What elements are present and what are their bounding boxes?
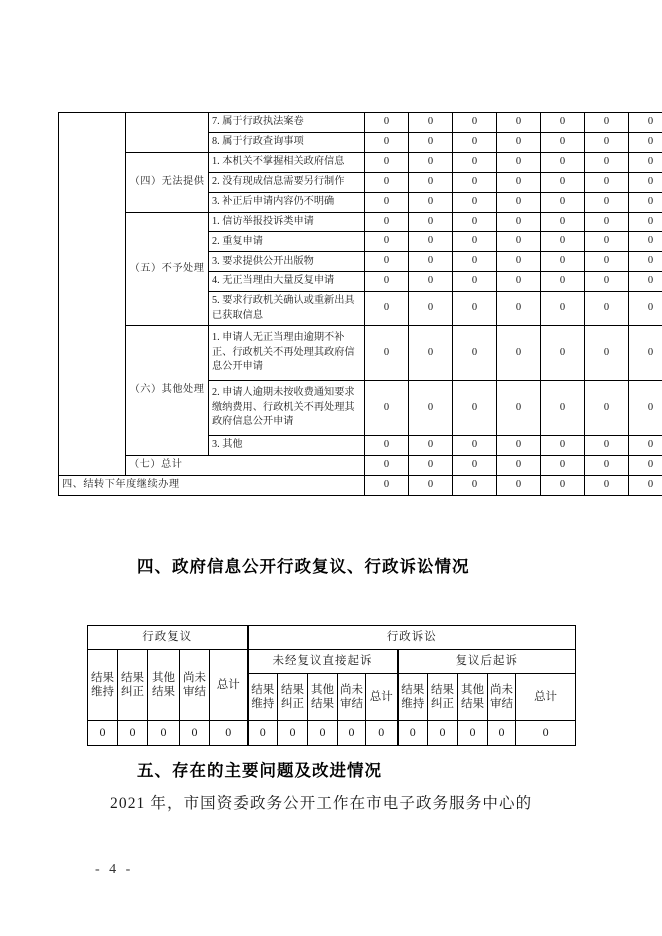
value-cell: 0 bbox=[453, 436, 497, 456]
col-header-line1: 尚未 bbox=[490, 683, 514, 696]
value-cell: 0 bbox=[409, 113, 453, 133]
col-header-line1: 尚未 bbox=[183, 671, 206, 684]
subtotal-value: 0 bbox=[585, 456, 629, 476]
col-header-line1: 尚未 bbox=[340, 683, 364, 696]
value-cell-after-review-suit: 0 bbox=[428, 721, 458, 746]
col-header-line2: 结果 bbox=[461, 698, 485, 710]
value-cell-review: 0 bbox=[118, 721, 148, 746]
value-cell: 0 bbox=[629, 292, 662, 326]
value-cell: 0 bbox=[541, 381, 585, 436]
value-cell: 0 bbox=[365, 436, 409, 456]
value-cell: 0 bbox=[629, 436, 662, 456]
value-cell: 0 bbox=[365, 252, 409, 272]
value-cell: 0 bbox=[541, 172, 585, 192]
value-cell: 0 bbox=[585, 132, 629, 152]
value-cell: 0 bbox=[365, 292, 409, 326]
subtotal-value: 0 bbox=[541, 456, 585, 476]
section-heading-four: 四、政府信息公开行政复议、行政诉讼情况 bbox=[137, 558, 470, 576]
value-cell: 0 bbox=[365, 272, 409, 292]
table-value-row bbox=[88, 721, 576, 746]
value-cell: 0 bbox=[453, 152, 497, 172]
statistics-table bbox=[58, 112, 662, 496]
value-cell-after-review-suit-total: 0 bbox=[516, 721, 576, 746]
value-cell: 0 bbox=[365, 152, 409, 172]
value-cell: 0 bbox=[453, 326, 497, 381]
value-cell-after-review-suit: 0 bbox=[488, 721, 516, 746]
value-cell: 0 bbox=[453, 272, 497, 292]
value-cell: 0 bbox=[497, 172, 541, 192]
item-label: 1. 信访举报投诉类申请 bbox=[209, 212, 365, 232]
value-cell: 0 bbox=[585, 152, 629, 172]
value-cell: 0 bbox=[541, 132, 585, 152]
item-label: 2. 没有现成信息需要另行制作 bbox=[209, 172, 365, 192]
table-row bbox=[59, 113, 662, 133]
value-cell: 0 bbox=[497, 232, 541, 252]
item-label: 4. 无正当理由大量反复申请 bbox=[209, 272, 365, 292]
item-label: 2. 重复申请 bbox=[209, 232, 365, 252]
value-cell: 0 bbox=[365, 326, 409, 381]
value-cell-direct-suit: 0 bbox=[308, 721, 338, 746]
col-header-after-total: 总计 bbox=[516, 674, 576, 721]
col-header-line2: 结果 bbox=[152, 686, 175, 698]
value-cell: 0 bbox=[497, 436, 541, 456]
value-cell: 0 bbox=[365, 212, 409, 232]
value-cell: 0 bbox=[541, 272, 585, 292]
value-cell-review-total: 0 bbox=[210, 721, 248, 746]
carryover-value: 0 bbox=[497, 475, 541, 495]
item-label: 2. 申请人逾期未按收费通知要求缴纳费用、行政机关不再处理其政府信息公开申请 bbox=[209, 381, 365, 436]
subtotal-value: 0 bbox=[365, 456, 409, 476]
col-header-after-result-upheld bbox=[398, 674, 428, 721]
col-header-line2: 维持 bbox=[251, 698, 275, 710]
value-cell: 0 bbox=[541, 326, 585, 381]
item-label: 1. 申请人无正当理由逾期不补正、行政机关不再处理其政府信息公开申请 bbox=[209, 326, 365, 381]
value-cell: 0 bbox=[409, 212, 453, 232]
col-header-line1: 其他 bbox=[311, 683, 335, 696]
value-cell: 0 bbox=[585, 326, 629, 381]
col-header-line2: 审结 bbox=[183, 686, 206, 698]
subcategory-cell-no-processing: （五）不予处理 bbox=[126, 212, 209, 326]
group-header-administrative-litigation: 行政诉讼 bbox=[248, 626, 576, 650]
value-cell: 0 bbox=[629, 381, 662, 436]
value-cell: 0 bbox=[409, 272, 453, 292]
value-cell: 0 bbox=[453, 292, 497, 326]
col-header-direct-other-result bbox=[308, 674, 338, 721]
value-cell: 0 bbox=[365, 113, 409, 133]
category-cell-blank bbox=[59, 113, 126, 476]
value-cell: 0 bbox=[629, 132, 662, 152]
value-cell: 0 bbox=[541, 252, 585, 272]
value-cell: 0 bbox=[497, 272, 541, 292]
col-header-line1: 结果 bbox=[401, 683, 425, 696]
col-header-review-other-result bbox=[148, 650, 180, 721]
col-header-line2: 审结 bbox=[340, 698, 364, 710]
value-cell: 0 bbox=[629, 272, 662, 292]
carryover-value: 0 bbox=[629, 475, 662, 495]
value-cell: 0 bbox=[497, 381, 541, 436]
value-cell: 0 bbox=[585, 212, 629, 232]
col-header-line1: 结果 bbox=[251, 683, 275, 696]
col-header-direct-result-corrected bbox=[278, 674, 308, 721]
value-cell-direct-suit: 0 bbox=[248, 721, 278, 746]
value-cell: 0 bbox=[497, 192, 541, 212]
value-cell: 0 bbox=[541, 232, 585, 252]
value-cell: 0 bbox=[453, 381, 497, 436]
value-cell: 0 bbox=[497, 326, 541, 381]
col-header-review-result-upheld bbox=[88, 650, 118, 721]
col-header-line2: 纠正 bbox=[281, 698, 305, 710]
review-litigation-table-body bbox=[88, 626, 576, 746]
value-cell: 0 bbox=[453, 252, 497, 272]
col-header-review-pending bbox=[180, 650, 210, 721]
item-label: 1. 本机关不掌握相关政府信息 bbox=[209, 152, 365, 172]
value-cell-direct-suit: 0 bbox=[338, 721, 366, 746]
item-label: 3. 要求提供公开出版物 bbox=[209, 252, 365, 272]
subgroup-header-after-review-suit: 复议后起诉 bbox=[398, 650, 576, 674]
value-cell: 0 bbox=[629, 232, 662, 252]
col-header-review-total: 总计 bbox=[210, 650, 248, 721]
carryover-value: 0 bbox=[409, 475, 453, 495]
value-cell: 0 bbox=[453, 113, 497, 133]
table-row bbox=[59, 152, 662, 172]
value-cell-after-review-suit: 0 bbox=[458, 721, 488, 746]
table-row-subtotal bbox=[59, 456, 662, 476]
value-cell: 0 bbox=[497, 152, 541, 172]
table-group-header-row bbox=[88, 626, 576, 650]
value-cell: 0 bbox=[629, 192, 662, 212]
col-header-line2: 纠正 bbox=[431, 698, 455, 710]
value-cell: 0 bbox=[409, 232, 453, 252]
value-cell: 0 bbox=[409, 326, 453, 381]
col-header-line1: 其他 bbox=[461, 683, 485, 696]
value-cell: 0 bbox=[585, 252, 629, 272]
subtotal-value: 0 bbox=[453, 456, 497, 476]
col-header-review-result-corrected bbox=[118, 650, 148, 721]
value-cell: 0 bbox=[365, 132, 409, 152]
col-header-line2: 维持 bbox=[91, 686, 114, 698]
carryover-label: 四、结转下年度继续办理 bbox=[59, 475, 365, 495]
value-cell: 0 bbox=[497, 132, 541, 152]
value-cell: 0 bbox=[409, 252, 453, 272]
value-cell: 0 bbox=[629, 172, 662, 192]
table-row bbox=[59, 326, 662, 381]
value-cell-direct-suit-total: 0 bbox=[366, 721, 398, 746]
col-header-after-pending bbox=[488, 674, 516, 721]
col-header-direct-result-upheld bbox=[248, 674, 278, 721]
value-cell: 0 bbox=[365, 232, 409, 252]
value-cell: 0 bbox=[453, 232, 497, 252]
value-cell: 0 bbox=[585, 192, 629, 212]
subtotal-value: 0 bbox=[409, 456, 453, 476]
statistics-table-body bbox=[59, 113, 662, 496]
value-cell: 0 bbox=[409, 381, 453, 436]
group-header-administrative-review: 行政复议 bbox=[88, 626, 248, 650]
col-header-line2: 维持 bbox=[401, 698, 425, 710]
carryover-value: 0 bbox=[365, 475, 409, 495]
subcategory-cell-other-processing: （六）其他处理 bbox=[126, 326, 209, 456]
value-cell: 0 bbox=[585, 272, 629, 292]
statistics-table-container bbox=[58, 112, 654, 496]
value-cell: 0 bbox=[497, 113, 541, 133]
item-label: 3. 其他 bbox=[209, 436, 365, 456]
body-paragraph: 2021 年，市国资委政务公开工作在市电子政务服务中心的 bbox=[110, 795, 533, 812]
value-cell: 0 bbox=[541, 292, 585, 326]
value-cell: 0 bbox=[585, 113, 629, 133]
value-cell: 0 bbox=[497, 292, 541, 326]
value-cell: 0 bbox=[541, 212, 585, 232]
subtotal-label: （七）总计 bbox=[126, 456, 365, 476]
value-cell: 0 bbox=[409, 436, 453, 456]
value-cell: 0 bbox=[497, 212, 541, 232]
review-litigation-table bbox=[87, 625, 576, 746]
col-header-direct-total: 总计 bbox=[366, 674, 398, 721]
col-header-line1: 结果 bbox=[281, 683, 305, 696]
value-cell-review: 0 bbox=[88, 721, 118, 746]
value-cell: 0 bbox=[365, 381, 409, 436]
col-header-after-other-result bbox=[458, 674, 488, 721]
value-cell: 0 bbox=[629, 152, 662, 172]
value-cell: 0 bbox=[453, 132, 497, 152]
item-label: 3. 补正后申请内容仍不明确 bbox=[209, 192, 365, 212]
value-cell-review: 0 bbox=[148, 721, 180, 746]
carryover-value: 0 bbox=[541, 475, 585, 495]
table-subgroup-header-row bbox=[88, 650, 576, 674]
subcategory-cell-unable-to-provide: （四）无法提供 bbox=[126, 152, 209, 212]
col-header-line1: 结果 bbox=[121, 671, 144, 684]
value-cell: 0 bbox=[409, 172, 453, 192]
table-row bbox=[59, 212, 662, 232]
value-cell-after-review-suit: 0 bbox=[398, 721, 428, 746]
item-label: 7. 属于行政执法案卷 bbox=[209, 113, 365, 133]
value-cell: 0 bbox=[541, 113, 585, 133]
value-cell: 0 bbox=[453, 192, 497, 212]
review-litigation-table-container bbox=[87, 625, 575, 746]
subcategory-cell-blank bbox=[126, 113, 209, 153]
value-cell: 0 bbox=[629, 212, 662, 232]
col-header-line1: 结果 bbox=[91, 671, 114, 684]
value-cell: 0 bbox=[629, 326, 662, 381]
value-cell: 0 bbox=[409, 132, 453, 152]
value-cell: 0 bbox=[585, 172, 629, 192]
subtotal-value: 0 bbox=[497, 456, 541, 476]
value-cell: 0 bbox=[409, 292, 453, 326]
carryover-value: 0 bbox=[585, 475, 629, 495]
subtotal-value: 0 bbox=[629, 456, 662, 476]
value-cell: 0 bbox=[453, 212, 497, 232]
value-cell: 0 bbox=[629, 252, 662, 272]
col-header-line2: 纠正 bbox=[121, 686, 144, 698]
value-cell: 0 bbox=[541, 152, 585, 172]
value-cell: 0 bbox=[409, 192, 453, 212]
value-cell: 0 bbox=[629, 113, 662, 133]
value-cell: 0 bbox=[453, 172, 497, 192]
page-number-footer: - 4 - bbox=[95, 862, 134, 877]
col-header-line2: 审结 bbox=[490, 698, 514, 710]
subgroup-header-direct-suit: 未经复议直接起诉 bbox=[248, 650, 398, 674]
value-cell: 0 bbox=[585, 436, 629, 456]
item-label: 8. 属于行政查询事项 bbox=[209, 132, 365, 152]
table-row-carryover bbox=[59, 475, 662, 495]
col-header-line1: 结果 bbox=[431, 683, 455, 696]
value-cell-direct-suit: 0 bbox=[278, 721, 308, 746]
item-label: 5. 要求行政机关确认或重新出具已获取信息 bbox=[209, 292, 365, 326]
value-cell: 0 bbox=[497, 252, 541, 272]
col-header-line2: 结果 bbox=[311, 698, 335, 710]
value-cell: 0 bbox=[365, 172, 409, 192]
value-cell: 0 bbox=[585, 381, 629, 436]
col-header-after-result-corrected bbox=[428, 674, 458, 721]
value-cell: 0 bbox=[541, 436, 585, 456]
value-cell: 0 bbox=[585, 232, 629, 252]
col-header-direct-pending bbox=[338, 674, 366, 721]
value-cell: 0 bbox=[365, 192, 409, 212]
value-cell: 0 bbox=[409, 152, 453, 172]
value-cell: 0 bbox=[585, 292, 629, 326]
carryover-value: 0 bbox=[453, 475, 497, 495]
col-header-line1: 其他 bbox=[152, 671, 175, 684]
value-cell-review: 0 bbox=[180, 721, 210, 746]
value-cell: 0 bbox=[541, 192, 585, 212]
section-heading-five: 五、存在的主要问题及改进情况 bbox=[137, 762, 382, 780]
